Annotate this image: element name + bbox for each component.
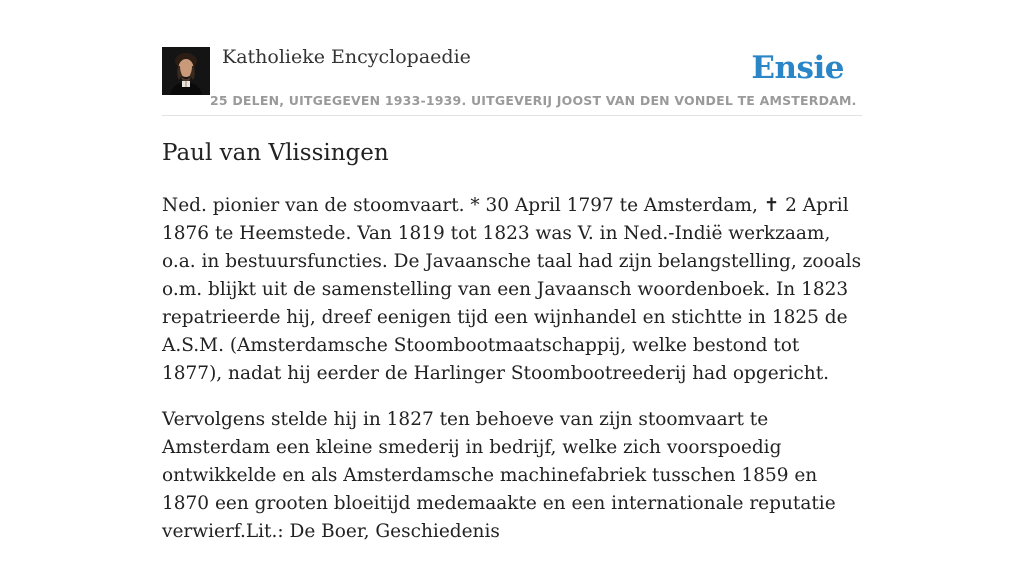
article-paragraph: Ned. pionier van de stoomvaart. * 30 April 1797 te Amsterdam, ✝ 2 April 1876 te Heemstede. Van 1819 tot 1823 was V. in Ned.-Indië werkzaam, o.a. in bestuursfuncties. De Javaansche taal had zijn belangstelling, zooals o.m. blijkt uit de samenstelling van een Javaansch woordenboek. In 1823 repatrieerde hij, dreef eenigen tijd een wijnhandel en stichtte in 1825 de A.S.M. (Amsterdamsche Stoombootmaatschappij, welke bestond tot 1877), nadat hij eerder de Harlinger Stoombootreederij had opgericht. bbox=[162, 195, 862, 384]
article-paragraph: Vervolgens stelde hij in 1827 ten behoeve van zijn stoomvaart te Amsterdam een kleine smederij in bedrijf, welke zich voorspoedig ontwikkelde en als Amsterdamsche machinefabriek tusschen 1859 en 1870 een grooten bloeitijd medemaakte en een internationale reputatie verwierf.Lit.: De Boer, Geschiedenis bbox=[162, 409, 836, 542]
portrait-avatar-icon[interactable] bbox=[162, 47, 210, 95]
ensie-logo-link[interactable]: Ensie bbox=[751, 50, 844, 86]
header bbox=[162, 0, 862, 116]
article-body bbox=[162, 192, 862, 564]
page bbox=[162, 0, 862, 542]
article-title: Paul van Vlissingen bbox=[162, 140, 389, 166]
site-title[interactable]: Katholieke Encyclopaedie bbox=[222, 46, 471, 68]
publication-subtitle: 25 DELEN, UITGEGEVEN 1933-1939. UITGEVERIJ JOOST VAN DEN VONDEL TE AMSTERDAM. bbox=[210, 93, 857, 108]
